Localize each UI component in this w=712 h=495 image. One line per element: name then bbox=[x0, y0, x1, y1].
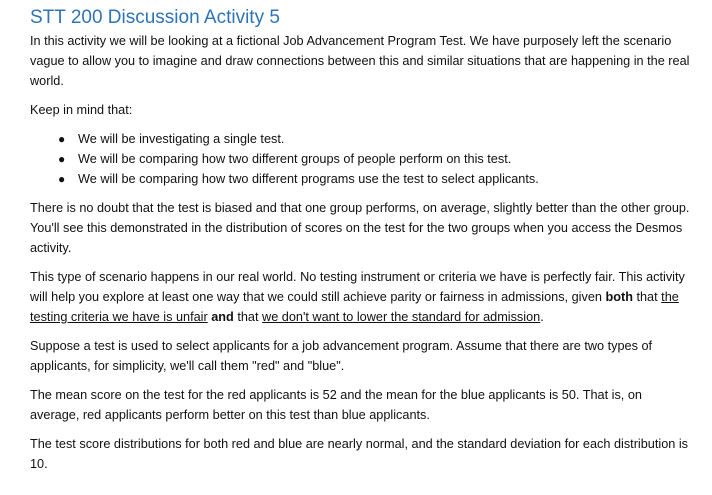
scenario-underline-standard: we don't want to lower the standard for admission bbox=[262, 310, 541, 324]
keep-in-mind-label: Keep in mind that: bbox=[30, 103, 133, 117]
bullet-list bbox=[30, 129, 690, 189]
bullet-text: We will be investigating a single test. bbox=[78, 132, 285, 146]
scenario-underline-unfair: the testing criteria we have is unfair bbox=[30, 290, 679, 324]
mean-paragraph: The mean score on the test for the red applicants is 52 and the mean for the blue applicants is 50. That is, on average, red applicants perform better on this test than blue applicants. bbox=[30, 388, 642, 422]
scenario-bold-both: both bbox=[605, 290, 633, 304]
bias-paragraph: There is no doubt that the test is biased and that one group performs, on average, slightly better than the other group. You'll see this demonstrated in the distribution of scores on the test for the two groups when you access the Desmos activity. bbox=[30, 201, 690, 255]
scenario-bold-and: and bbox=[211, 310, 234, 324]
distribution-paragraph: The test score distributions for both red and blue are nearly normal, and the standard deviation for each distribution is 10. bbox=[30, 437, 689, 471]
scenario-text: that bbox=[233, 310, 263, 324]
bullet-item bbox=[58, 149, 690, 169]
intro-paragraph: In this activity we will be looking at a fictional Job Advancement Program Test. We have purposely left the scenario vague to allow you to imagine and draw connections between this and similar situations that are happening in the real world. bbox=[30, 34, 690, 88]
bullet-icon: ● bbox=[58, 152, 66, 166]
bullet-item bbox=[58, 169, 690, 189]
suppose-paragraph: Suppose a test is used to select applicants for a job advancement program. Assume that there are two types of applicants, for simplicity, we'll call them "red" and "blue". bbox=[30, 339, 653, 373]
scenario-text: . bbox=[540, 310, 544, 324]
scenario-text: This type of scenario happens in our real world. No testing instrument or criteria we have is perfectly fair. This activity will help you explore at least one way that we could still achieve parity or fairness in admissions, given bbox=[30, 270, 685, 304]
bullet-icon: ● bbox=[58, 172, 66, 186]
scenario-paragraph bbox=[30, 267, 690, 327]
bullet-text: We will be comparing how two different programs use the test to select applicants. bbox=[78, 172, 539, 186]
bullet-text: We will be comparing how two different groups of people perform on this test. bbox=[78, 152, 512, 166]
document-title: STT 200 Discussion Activity 5 bbox=[30, 7, 280, 28]
scenario-text: that bbox=[632, 290, 662, 304]
bullet-icon: ● bbox=[58, 132, 66, 146]
bullet-item bbox=[58, 129, 690, 149]
